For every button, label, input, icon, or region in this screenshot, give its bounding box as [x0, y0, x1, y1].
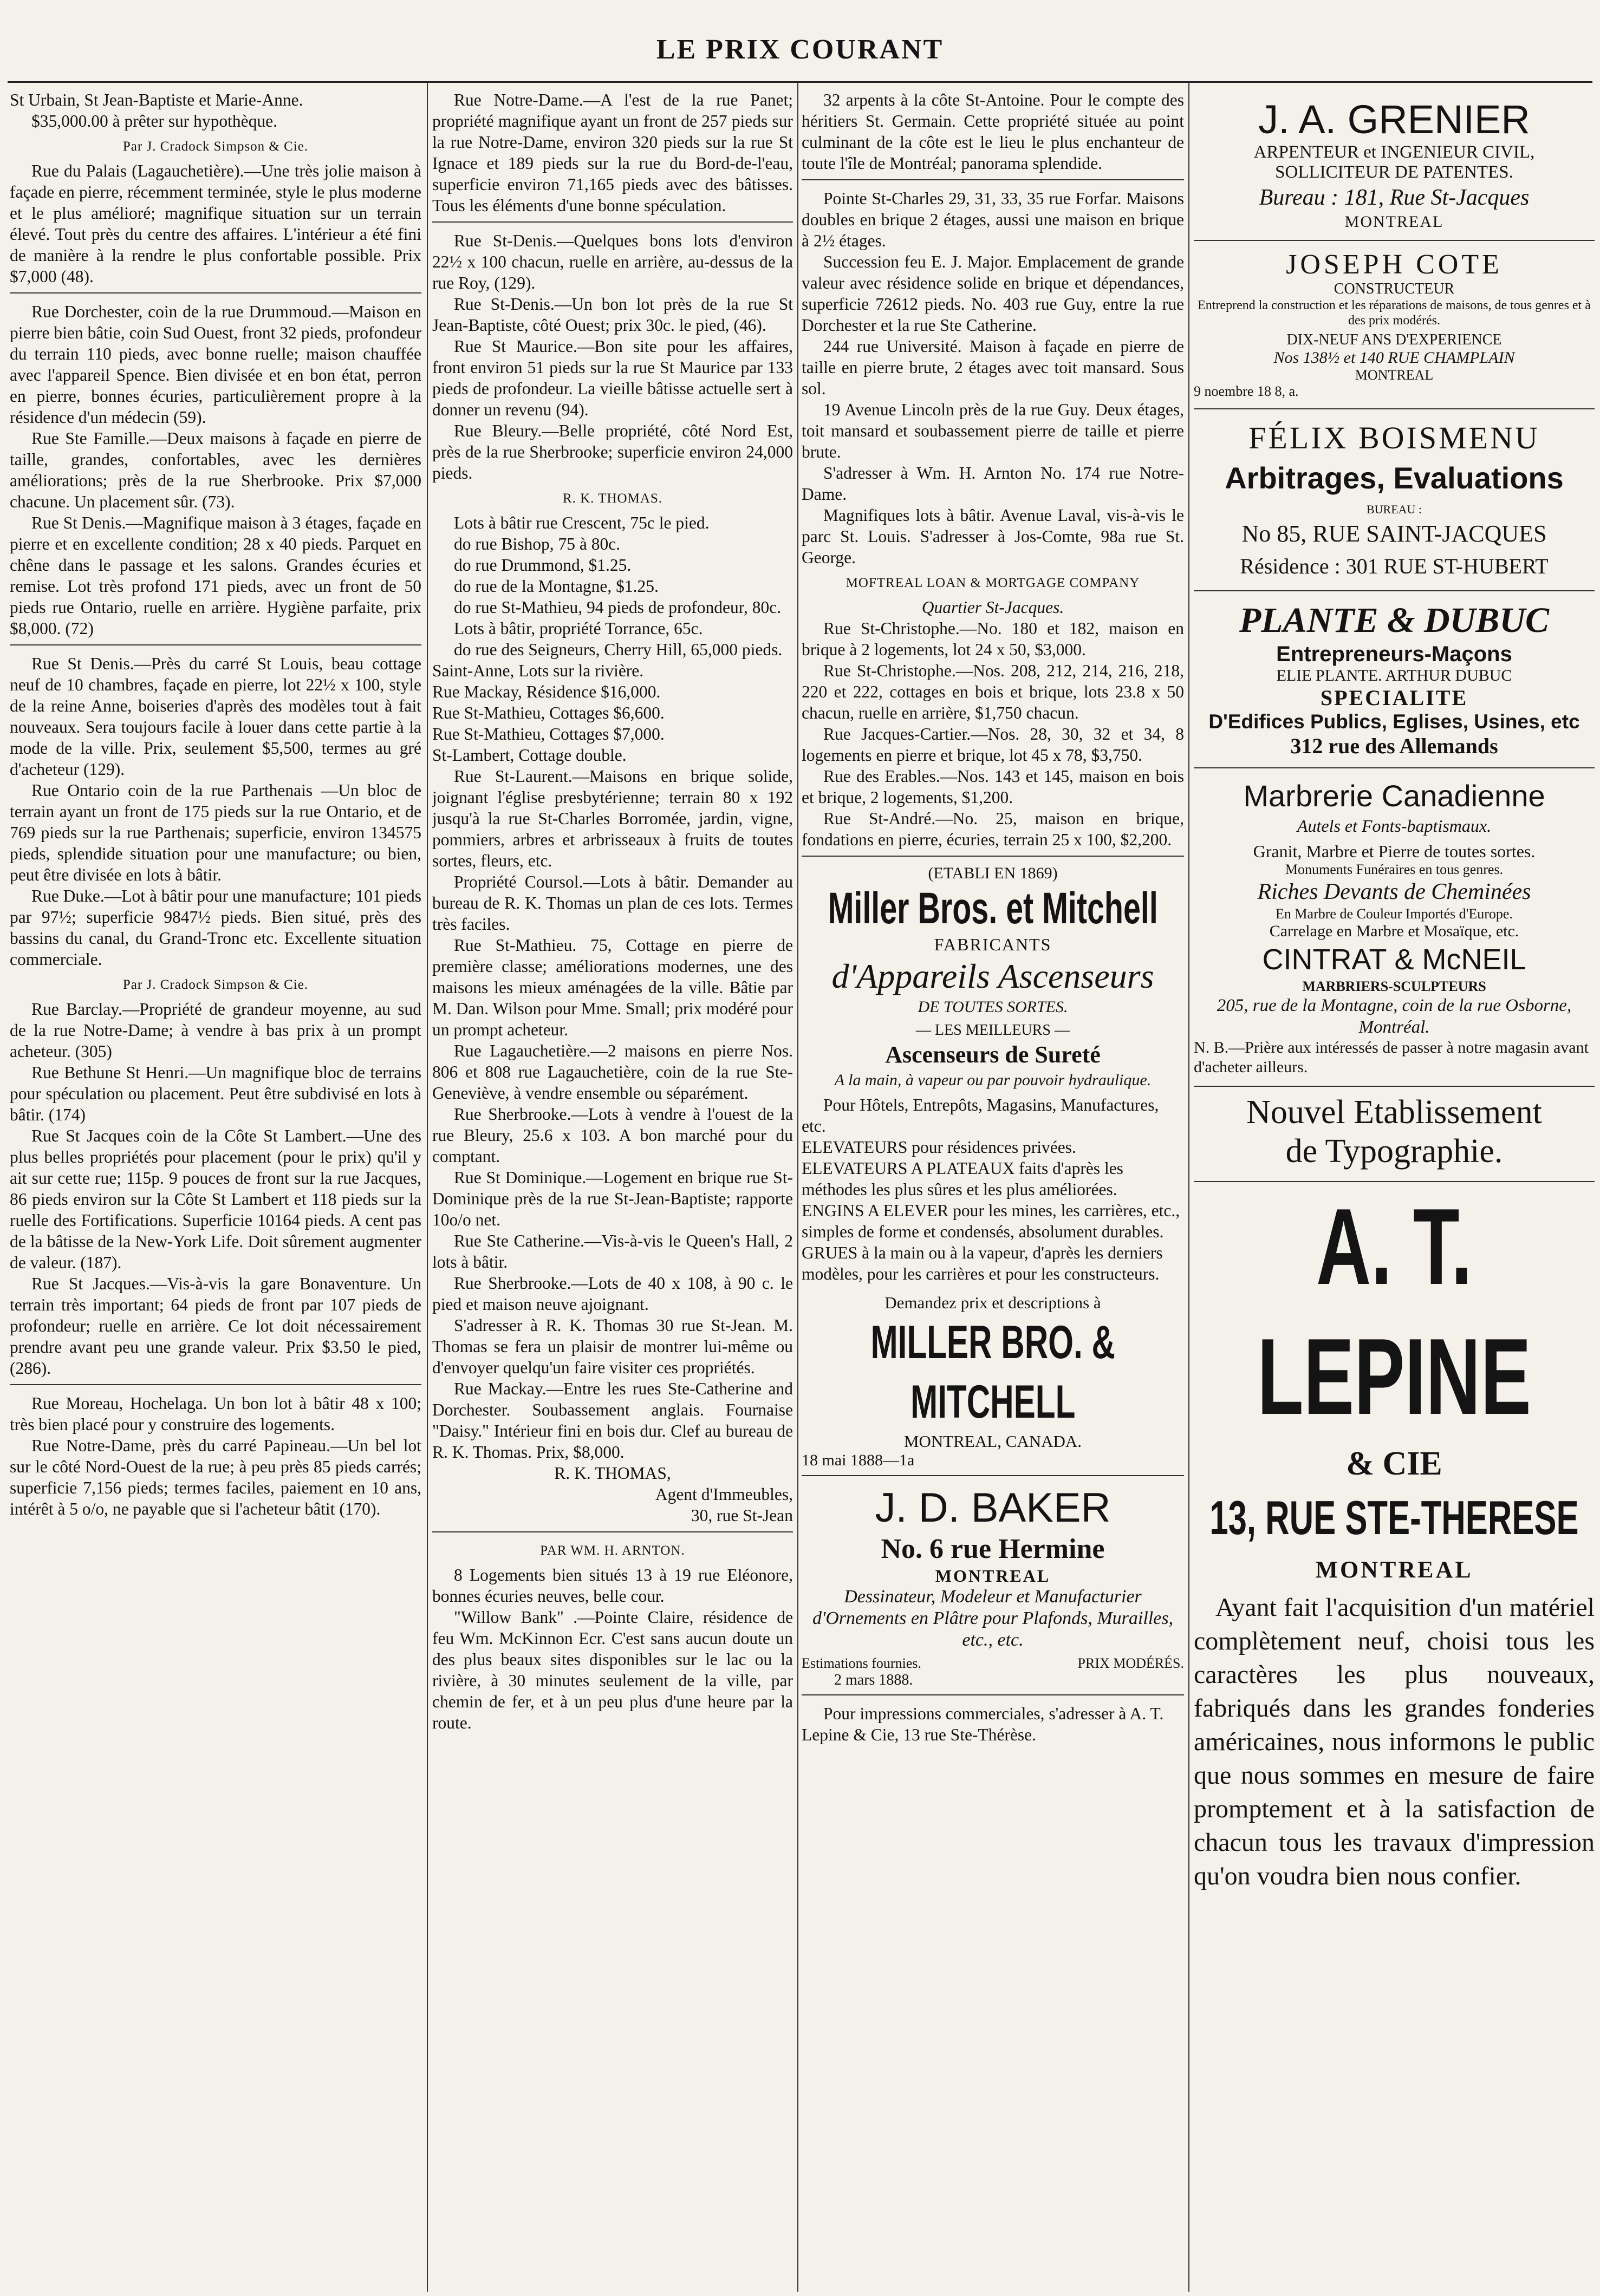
- column-1: [10, 89, 421, 2288]
- listing: Rue Sherbrooke.—Lots à vendre à l'ouest de la rue Bleury, 25.6 x 103. A bon marché pour du comptant.: [432, 1105, 793, 1166]
- listing: Rue Ontario coin de la rue Parthenais —Un bloc de terrain ayant un front de 175 pieds sur la rue Ontario, et de 769 pieds sur la rue Parthenais; superficie, environ 134575 pieds, splendide situation pour une manufacture; ou bien, peut être divisée en lots à bâtir.: [10, 781, 421, 884]
- grenier-advertisement: [1194, 89, 1595, 241]
- listing: Rue Notre-Dame, près du carré Papineau.—Un bel lot sur le côté Nord-Ouest de la rue; à peu près 85 pieds carrés; superficie 7,156 pieds; termes faciles, paiement en 10 ans, intérêt à 5 o/o, ne payable que si l'acheteur bâtit (170).: [10, 1436, 421, 1518]
- ad-line: SOLLICITEUR DE PATENTES.: [1275, 162, 1513, 182]
- baker-advertisement: [802, 1484, 1184, 1745]
- listing: Rue St Jacques coin de la Côte St Lambert.—Une des plus belles propriétés pour placement (pour le prix) qu'il y ait sur cette rue; 115p. 9 pouces de front sur la rue Jacques, 86 pieds environ sur la Côte St Lambert et 118 pieds sur la ruelle des Fortifications. Superficie 10164 pieds. A cent pas de la bâtisse de la New-York Life. Doit sûrement augmenter de valeur. (187).: [10, 1126, 421, 1272]
- listing: do rue Bishop, 75 à 80c.: [454, 534, 621, 553]
- top-rule: [8, 81, 1592, 83]
- ad-address: No 85, RUE SAINT-JACQUES: [1241, 520, 1547, 547]
- divider: [10, 292, 421, 293]
- ad-line: GRUES à la main ou à la vapeur, d'après les derniers modèles, pour les carrières et pour les constructeurs.: [802, 1243, 1163, 1283]
- ad-established: (ETABLI EN 1869): [928, 864, 1058, 882]
- ad-fabricants: FABRICANTS: [934, 935, 1052, 954]
- divider: [10, 1384, 421, 1385]
- listing: Rue St Denis.—Près du carré St Louis, beau cottage neuf de 10 chambres, façade en pierre, lot 22½ x 100, style de la reine Anne, boiseries d'après des modèles tout à fait nouveaux. Sera toujours facile à louer dans cette partie à la mode de la ville. Prix, seulement $5,500, termes au gré d'acheteur (129).: [10, 654, 421, 779]
- listing: Pointe St-Charles 29, 31, 33, 35 rue Forfar. Maisons doubles en brique 2 étages, aussi une maison en brique à 2½ étages.: [802, 189, 1184, 250]
- listing: Rue Ste Catherine.—Vis-à-vis le Queen's Hall, 2 lots à bâtir.: [432, 1231, 793, 1271]
- listing: 8 Logements bien situés 13 à 19 rue Eléonore, bonnes écuries neuves, belle cour.: [432, 1566, 793, 1606]
- section-heading: MOFTREAL LOAN & MORTGAGE COMPANY: [845, 576, 1140, 590]
- listing: Rue des Erables.—Nos. 143 et 145, maison en bois et brique, 2 logements, $1,200.: [802, 767, 1184, 807]
- lepine-advertisement: [1194, 1087, 1595, 1893]
- listing: do rue St-Mathieu, 94 pieds de profondeur, 80c.: [454, 598, 782, 617]
- ad-date: 18 mai 1888—1a: [802, 1451, 915, 1469]
- listing: $35,000.00 à prêter sur hypothèque.: [31, 112, 278, 131]
- ad-uses: Pour Hôtels, Entrepôts, Magasins, Manufactures, etc.: [802, 1095, 1159, 1136]
- divider: [802, 179, 1184, 180]
- listing: do rue de la Montagne, $1.25.: [454, 577, 659, 596]
- ad-title: J. A. GRENIER: [1258, 97, 1530, 142]
- plante-advertisement: [1194, 591, 1595, 768]
- ad-line: ELEVATEURS pour résidences privées.: [802, 1138, 1076, 1157]
- column-divider: [1188, 82, 1189, 2292]
- listing: Rue St-Mathieu, Cottages $6,600.: [432, 703, 665, 722]
- ad-city: MONTREAL: [935, 1566, 1051, 1586]
- listing: Rue St-Christophe.—No. 180 et 182, maison en brique à 2 logements, lot 24 x 50, $3,000.: [802, 619, 1184, 659]
- ad-firm: CINTRAT & McNEIL: [1262, 943, 1526, 976]
- ad-date: 2 mars 1888.: [834, 1672, 913, 1688]
- ad-specialty: SPECIALITE: [1320, 686, 1468, 710]
- divider: [802, 856, 1184, 857]
- listing: Rue St-Christophe.—Nos. 208, 212, 214, 216, 218, 220 et 222, cottages en bois et brique, lots 23.8 x 50 chacun, ruelle en arrière, $1,750 chacun.: [802, 661, 1184, 722]
- listing: Propriété Coursol.—Lots à bâtir. Demander au bureau de R. K. Thomas un plan de ces lots. Termes très faciles.: [432, 872, 793, 934]
- ad-sorts: DE TOUTES SORTES.: [918, 998, 1068, 1016]
- ad-body: Ayant fait l'acquisition d'un matériel complètement neuf, choisi tous les caractères les plus nouveaux, fabriqués dans les grandes fonderies américaines, nous informons le public que nous sommes en mesure de faire promptement et à la satisfaction de chacun tous les travaux d'impression qu'on voudra bien nous confier.: [1194, 1593, 1595, 1890]
- listing: Rue St-Laurent.—Maisons en brique solide, joignant l'église presbytérienne; terrain 80 x 192 jusqu'à la rue St-Charles Borromée, jardin, vigne, pommiers, arbres et arbrisseaux à fruits de toutes sortes, fleurs, etc.: [432, 767, 793, 870]
- ad-line: Monuments Funéraires en tous genres.: [1285, 862, 1504, 877]
- ad-bureau: BUREAU :: [1366, 503, 1422, 516]
- listing: 19 Avenue Lincoln près de la rue Guy. Deux étages, toit mansard et soubassement pierre de taille et pierre brute.: [802, 400, 1184, 461]
- column-divider: [797, 82, 798, 2292]
- listing: Rue Bleury.—Belle propriété, côté Nord Est, près de la rue Sherbrooke; superficie environ 24,000 pieds.: [432, 421, 793, 482]
- ad-line: Riches Devants de Cheminées: [1257, 879, 1531, 904]
- listing: S'adresser à R. K. Thomas 30 rue St-Jean. M. Thomas se fera un plaisir de montrer lui-même ou d'envoyer quelqu'un faire visiter ces propriétés.: [432, 1316, 793, 1377]
- marbrerie-advertisement: [1194, 768, 1595, 1087]
- column-divider: [427, 82, 428, 2292]
- listing: "Willow Bank" .—Pointe Claire, résidence de feu Wm. McKinnon Ecr. C'est sans aucun doute un des plus beaux sites disponibles sur le lac ou la rivière, à 30 minutes seulement de la ville, par chemin de fer, et à un peu plus d'une heure par la route.: [432, 1608, 793, 1732]
- ad-address: 312 rue des Allemands: [1290, 734, 1498, 758]
- listing: Lots à bâtir, propriété Torrance, 65c.: [454, 619, 703, 638]
- ad-subtitle: Autels et Fonts-baptismaux.: [1297, 816, 1492, 836]
- listing: do rue des Seigneurs, Cherry Hill, 65,000 pieds.: [454, 640, 783, 659]
- section-heading: Par J. Cradock Simpson & Cie.: [122, 977, 309, 992]
- divider: [802, 1475, 1184, 1476]
- ad-title: Marbrerie Canadienne: [1243, 779, 1545, 813]
- section-heading: Par J. Cradock Simpson & Cie.: [122, 139, 309, 154]
- section-heading: PAR WM. H. ARNTON.: [540, 1543, 685, 1558]
- ad-description: D'Edifices Publics, Eglises, Usines, etc: [1208, 710, 1580, 733]
- listing: Rue St Maurice.—Bon site pour les affaires, front environ 51 pieds sur la rue St Maurice par 133 pieds de profondeur. La vieille bâtisse actuelle sert à donner un revenu (94).: [432, 337, 793, 419]
- ad-experience: DIX-NEUF ANS D'EXPERIENCE: [1286, 331, 1502, 348]
- ad-date: 9 noembre 18 8, a.: [1194, 383, 1299, 399]
- listing: Rue Notre-Dame.—A l'est de la rue Panet; propriété magnifique ayant un front de 257 pieds sur la rue Notre-Dame, environ 320 pieds sur la rue St Ignace et 189 pieds sur la rue du Bord-de-l'eau, superficie environ 71,165 pieds avec des bâtisses. Tous les éléments d'une bonne spéculation.: [432, 90, 793, 215]
- listing: Rue Duke.—Lot à bâtir pour une manufacture; 101 pieds par 97½; superficie 9847½ pieds. Bien situé, près des bassins du canal, du Grand-Tronc etc. Excellente situation commerciale.: [10, 886, 421, 969]
- ad-bureau: Bureau : 181, Rue St-Jacques: [1259, 185, 1530, 210]
- listing: Saint-Anne, Lots sur la rivière.: [432, 661, 644, 680]
- section-heading: R. K. THOMAS.: [562, 491, 663, 506]
- ad-title: PLANTE & DUBUC: [1239, 601, 1550, 640]
- ad-line: En Marbre de Couleur Importés d'Europe.: [1276, 906, 1513, 922]
- ad-address: 13, RUE STE-THERESE: [1209, 1491, 1579, 1544]
- listing: 244 rue Université. Maison à façade en pierre de taille en pierre brute, 2 étages avec toit mansard. Sous sol.: [802, 337, 1184, 398]
- listing: St-Lambert, Cottage double.: [432, 746, 627, 765]
- cote-advertisement: [1194, 241, 1595, 409]
- ad-line: Granit, Marbre et Pierre de toutes sortes.: [1253, 842, 1536, 861]
- listing: Rue Barclay.—Propriété de grandeur moyenne, au sud de la rue Notre-Dame; à vendre à bas prix à un prompt acheteur. (305): [10, 1000, 421, 1061]
- ad-meilleurs: — LES MEILLEURS —: [916, 1022, 1070, 1039]
- column-2: [432, 89, 793, 2288]
- listing: Rue Ste Famille.—Deux maisons à façade en pierre de taille, grandes, confortables, avec les dernières améliorations; près de la rue Sherbrooke. Prix $7,000 chacune. Un placement sûr. (73).: [10, 429, 421, 511]
- listing: Rue St-Mathieu, Cottages $7,000.: [432, 725, 665, 743]
- listing: Rue St-Mathieu. 75, Cottage en pierre de première classe; améliorations modernes, une des maisons les mieux aménagées de la ville. Bâtie par M. Dan. Wilson pour Mme. Small; prix modéré pour un prompt acheteur.: [432, 936, 793, 1039]
- ad-heading-2: de Typographie.: [1194, 1131, 1595, 1182]
- boismenu-advertisement: [1194, 409, 1595, 591]
- miller-advertisement: [802, 864, 1184, 1470]
- ad-title: A. T. LEPINE: [1257, 1186, 1531, 1437]
- section-subheading: Quartier St-Jacques.: [921, 598, 1064, 617]
- ad-company: & CIE: [1346, 1445, 1442, 1482]
- ad-title: Miller Bros. et Mitchell: [828, 884, 1158, 933]
- listing: Rue St Jacques.—Vis-à-vis la gare Bonaventure. Un terrain très important; 64 pieds de front par 107 pieds de profondeur; ruelle en arrière. Ce lot doit nécessairement prendre avant peu une grande valeur. Prix $3.50 le pied, (286).: [10, 1274, 421, 1378]
- ad-demand: Demandez prix et descriptions à: [884, 1293, 1101, 1312]
- ad-line: Carrelage en Marbre et Mosaïque, etc.: [1269, 922, 1519, 940]
- divider: [432, 221, 793, 223]
- ad-estimates: Estimations fournies.: [802, 1655, 921, 1671]
- ad-power: A la main, à vapeur ou par pouvoir hydraulique.: [834, 1071, 1152, 1089]
- agent-title: Agent d'Immeubles,: [655, 1485, 793, 1504]
- listing: St Urbain, St Jean-Baptiste et Marie-Anne.: [10, 90, 303, 109]
- divider: [802, 1694, 1184, 1695]
- column-3: [802, 89, 1184, 2288]
- listing: Rue du Palais (Lagauchetière).—Une très jolie maison à façade en pierre, récemment terminée, style le plus moderne et le plus amélioré; magnifique situation sur un terrain élevé. Tout près du centre des affaires. L'intérieur a été fini de manière à la rendre le plus confortable possible. Prix $7,000 (48).: [10, 161, 421, 286]
- ad-line: ELEVATEURS A PLATEAUX faits d'après les méthodes les plus sûres et les plus améliorées.: [802, 1159, 1123, 1199]
- listing: Rue Mackay.—Entre les rues Ste-Catherine and Dorchester. Soubassement anglais. Fournaise "Daisy." Intérieur fini en bois dur. Clef au bureau de R. K. Thomas. Prix, $8,000.: [432, 1379, 793, 1462]
- ad-city: MONTREAL: [1344, 213, 1444, 231]
- ad-city: MONTREAL: [1315, 1556, 1473, 1583]
- divider: [10, 644, 421, 645]
- listing: Rue St-André.—No. 25, maison en brique, fondations en pierre, écuries, terrain 25 x 100, $2,200.: [802, 809, 1184, 849]
- ad-address: 205, rue de la Montagne, coin de la rue Osborne, Montréal.: [1217, 996, 1572, 1037]
- ad-print-notice: Pour impressions commerciales, s'adresser à A. T. Lepine & Cie, 13 rue Ste-Thérèse.: [802, 1704, 1164, 1744]
- ad-title-2: MILLER BRO. & MITCHELL: [870, 1316, 1115, 1428]
- ad-description: Entreprend la construction et les réparations de maisons, de tous genres et à des prix modérés.: [1198, 298, 1591, 328]
- divider: [432, 1531, 793, 1532]
- listing: Rue St-Denis.—Un bon lot près de la rue St Jean-Baptiste, côté Ouest; prix 30c. le pied, (46).: [432, 295, 793, 335]
- listing: Rue Lagauchetière.—2 maisons en pierre Nos. 806 et 808 rue Lagauchetière, coin de la rue Ste-Geneviève, à vendre ensemble ou séparément.: [432, 1041, 793, 1103]
- listing: Rue St-Denis.—Quelques bons lots d'environ 22½ x 100 chacun, ruelle en arrière, au-dessus de la rue Roy, (129).: [432, 231, 793, 292]
- ad-address: No. 6 rue Hermine: [881, 1534, 1105, 1564]
- ad-line: ARPENTEUR et INGENIEUR CIVIL,: [1253, 142, 1535, 162]
- listing: Succession feu E. J. Major. Emplacement de grande valeur avec résidence solide en brique et dépendances, superficie 72612 pieds. No. 403 rue Guy, entre la rue Dorchester et la rue Ste Catherine.: [802, 252, 1184, 335]
- listing: Rue St Denis.—Magnifique maison à 3 étages, façade en pierre et en excellente condition; 28 x 40 pieds. Parquet en chêne dans le passage et les salons. Grandes écuries et remise. Lot très profond 171 pieds, avec un front de 50 pieds rue Ontario, ruelle en arrière. Hygiène parfaite, prix $8,000. (72): [10, 513, 421, 638]
- listing: 32 arpents à la côte St-Antoine. Pour le compte des héritiers St. Germain. Cette propriété située au point culminant de la côte est le lieu le plus enchanteur de toute l'île de Montréal; panorama splendide.: [802, 90, 1184, 173]
- listing: Rue Mackay, Résidence $16,000.: [432, 682, 661, 701]
- ad-description: Dessinateur, Modeleur et Manufacturier d'Ornements en Plâtre pour Plafonds, Murailles, etc., etc.: [812, 1587, 1174, 1650]
- column-4: [1194, 89, 1595, 2288]
- ad-residence: Résidence : 301 RUE ST-HUBERT: [1240, 554, 1549, 578]
- ad-trade: Arbitrages, Evaluations: [1225, 461, 1564, 495]
- listing: Rue Jacques-Cartier.—Nos. 28, 30, 32 et 34, 8 logements en pierre et brique, lot 45 x 78, $3,750.: [802, 725, 1184, 765]
- agent-address: 30, rue St-Jean: [691, 1506, 793, 1525]
- ad-role: MARBRIERS-SCULPTEURS: [1302, 979, 1486, 994]
- masthead: LE PRIX COURANT: [656, 34, 944, 65]
- ad-heading: Nouvel Etablissement: [1246, 1094, 1542, 1131]
- ad-names: ELIE PLANTE. ARTHUR DUBUC: [1276, 667, 1512, 684]
- listing: do rue Drummond, $1.25.: [454, 556, 632, 575]
- listing: Rue Dorchester, coin de la rue Drummoud.—Maison en pierre bien bâtie, coin Sud Ouest, front 32 pieds, profondeur du terrain 110 pieds, avec bonne ruelle; maison chauffée avec l'appareil Spence. Bien divisée et en bon état, perron en pierre, bonnes écuries, particulièrement propre à la résidence d'un médecin (59).: [10, 302, 421, 427]
- ad-title: JOSEPH COTE: [1286, 249, 1503, 280]
- listing: Magnifiques lots à bâtir. Avenue Laval, vis-à-vis le parc St. Louis. S'adresser à Jos-Comte, 98a rue St. George.: [802, 506, 1184, 567]
- ad-surete: Ascenseurs de Sureté: [885, 1041, 1101, 1068]
- ad-trade: Entrepreneurs-Maçons: [1276, 642, 1512, 666]
- ad-note: N. B.—Prière aux intéressés de passer à notre magasin avant d'acheter ailleurs.: [1194, 1039, 1589, 1076]
- ad-title: FÉLIX BOISMENU: [1248, 420, 1540, 455]
- listing: Lots à bâtir rue Crescent, 75c le pied.: [454, 513, 710, 532]
- listing: Rue Moreau, Hochelaga. Un bon lot à bâtir 48 x 100; très bien placé pour y construire des logements.: [10, 1394, 421, 1434]
- agent-name: R. K. THOMAS,: [554, 1464, 671, 1483]
- listing: S'adresser à Wm. H. Arnton No. 174 rue Notre-Dame.: [802, 464, 1184, 504]
- ad-address: Nos 138½ et 140 RUE CHAMPLAIN: [1273, 349, 1515, 367]
- listing: Rue Sherbrooke.—Lots de 40 x 108, à 90 c. le pied et maison neuve ajoignant.: [432, 1274, 793, 1314]
- listing: Rue St Dominique.—Logement en brique rue St-Dominique près de la rue St-Jean-Baptiste; rapporte 10o/o net.: [432, 1168, 793, 1229]
- ad-title: J. D. BAKER: [875, 1485, 1111, 1531]
- ad-role: CONSTRUCTEUR: [1334, 281, 1455, 297]
- listing: Rue Bethune St Henri.—Un magnifique bloc de terrains pour spéculation ou placement. Peut être subdivisé en lots à bâtir. (174): [10, 1063, 421, 1124]
- ad-city: MONTREAL, CANADA.: [903, 1432, 1082, 1451]
- ad-product: d'Appareils Ascenseurs: [831, 957, 1154, 995]
- ad-city: MONTREAL: [1355, 367, 1434, 383]
- ad-line: ENGINS A ELEVER pour les mines, les carrières, etc., simples de forme et condensés, absolument durables.: [802, 1201, 1180, 1241]
- ad-prices: PRIX MODÉRÉS.: [1077, 1655, 1184, 1671]
